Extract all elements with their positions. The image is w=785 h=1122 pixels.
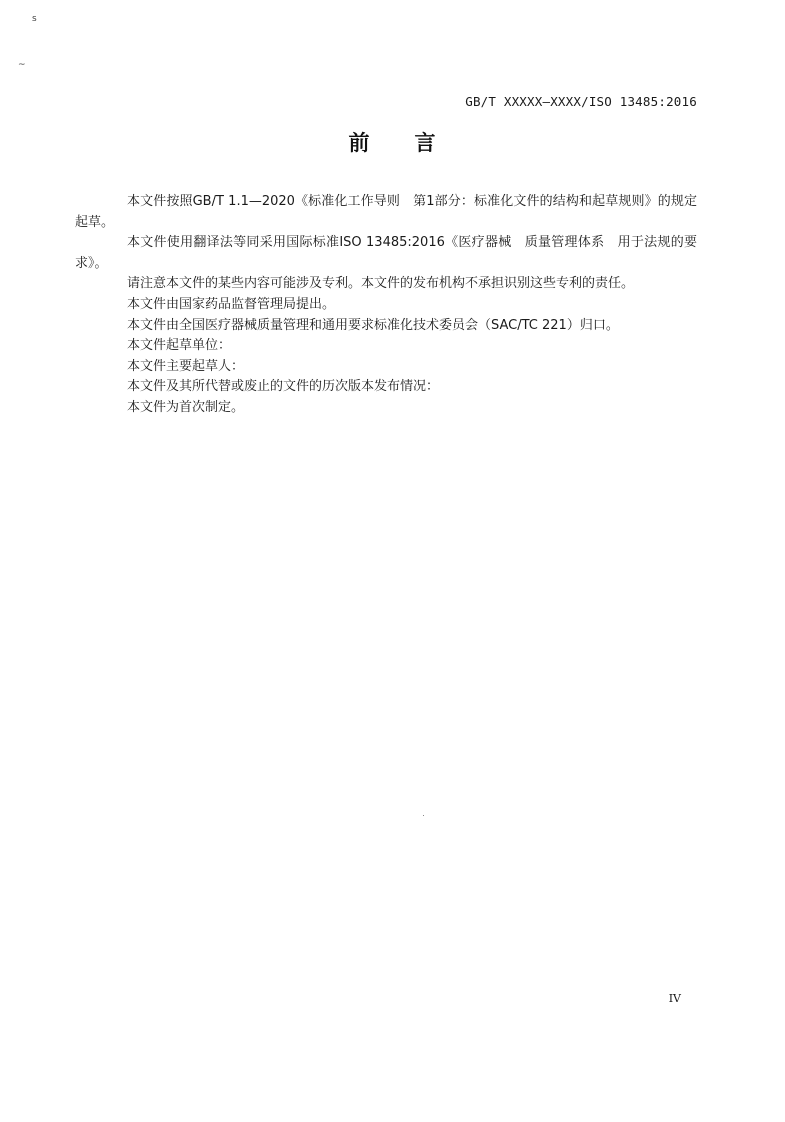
paragraph-technical-committee [101, 316, 697, 337]
paragraph-line: 本文件按照GB/T 1.1—2020《标准化工作导则 第1部分：标准化文件的结构和起草规则》的规定 [127, 194, 697, 209]
paragraph-proposer [101, 295, 697, 316]
paragraph-line: 本文件起草单位： [127, 338, 232, 354]
document-code-header: GB/T XXXXX—XXXX/ISO 13485:2016 [465, 94, 697, 109]
paragraph-patent-notice [101, 274, 697, 295]
scan-artifact-mark: ~ [18, 60, 26, 70]
scan-artifact-mark: s [32, 14, 37, 24]
paragraph-line: 起草。 [75, 214, 115, 230]
paragraph-line: 本文件及其所代替或废止的文件的历次版本发布情况： [127, 379, 440, 395]
paragraph-adoption [75, 233, 697, 274]
paragraph-line: 本文件由国家药品监督管理局提出。 [127, 296, 336, 312]
paragraph-first-edition [101, 398, 697, 419]
paragraph-drafting-units [101, 336, 697, 357]
paragraph-main-drafters [101, 357, 697, 378]
page-title: 前 言 [348, 131, 437, 155]
paragraph-line: 本文件为首次制定。 [127, 399, 245, 415]
foreword-body [75, 192, 697, 419]
paragraph-line: 本文件由全国医疗器械质量管理和通用要求标准化技术委员会（SAC/TC 221）归口。 [127, 317, 619, 333]
paragraph-line: 求》。 [75, 255, 108, 271]
paragraph-line: 本文件使用翻译法等同采用国际标准ISO 13485:2016《医疗器械 质量管理体系 用于法规的要 [127, 235, 697, 251]
paragraph-version-history [101, 377, 697, 398]
paragraph-line: 请注意本文件的某些内容可能涉及专利。本文件的发布机构不承担识别这些专利的责任。 [127, 276, 635, 292]
paragraph-drafting-rules [75, 192, 697, 233]
scan-speck [423, 815, 424, 816]
paragraph-line: 本文件主要起草人： [127, 358, 245, 374]
page-number: IV [668, 992, 681, 1005]
